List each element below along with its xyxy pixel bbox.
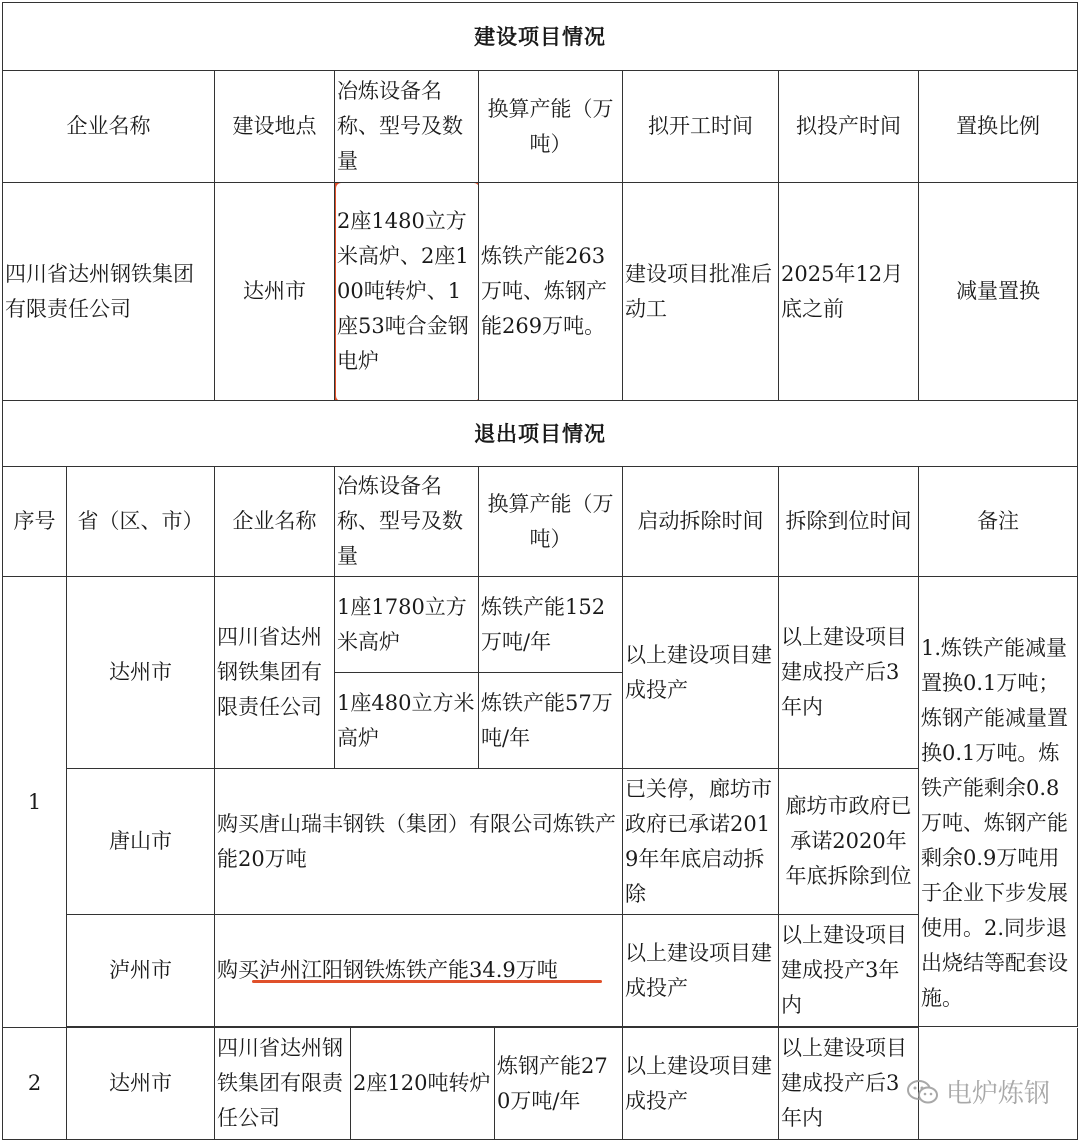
luzhou-purchase: 购买泸州江阳钢铁炼铁产能34.9万吨 <box>215 915 623 1027</box>
tangshan-demolish-start: 已关停，廊坊市政府已承诺2019年年底启动拆除 <box>623 769 779 915</box>
dazhou-demolish-start: 以上建设项目建成投产 <box>623 577 779 769</box>
luzhou-demolish-start: 以上建设项目建成投产 <box>623 915 779 1027</box>
construction-ratio: 减量置换 <box>919 183 1078 401</box>
construction-production-time: 2025年12月底之前 <box>779 183 919 401</box>
group-2-region: 达州市 <box>67 1028 215 1140</box>
dazhou-capacity-2: 炼铁产能57万吨/年 <box>479 673 623 769</box>
document <box>2 2 1077 1140</box>
construction-section-title: 建设项目情况 <box>3 3 1078 71</box>
header-remark: 备注 <box>919 467 1078 577</box>
group-2-company: 四川省达州钢铁集团有限责任公司 <box>215 1028 351 1140</box>
header-demolish-start: 启动拆除时间 <box>623 467 779 577</box>
header-ratio: 置换比例 <box>919 71 1078 183</box>
header-capacity: 换算产能（万吨） <box>479 71 623 183</box>
capacity-replacement-table <box>2 2 1078 1140</box>
construction-start-time: 建设项目批准后动工 <box>623 183 779 401</box>
group-1-remark: 1.炼铁产能减量置换0.1万吨；炼钢产能减量置换0.1万吨。炼铁产能剩余0.8万吨、炼钢产能剩余0.9万吨用于企业下步发展使用。2.同步退出烧结等配套设施。 <box>919 577 1078 1027</box>
construction-location: 达州市 <box>215 183 335 401</box>
group-2-demolish-end: 以上建设项目建成投产后3年内 <box>779 1028 919 1140</box>
tangshan-region: 唐山市 <box>67 769 215 915</box>
group-2-equipment: 2座120吨转炉 <box>351 1028 495 1140</box>
header-exit-equipment: 冶炼设备名称、型号及数量 <box>335 467 479 577</box>
header-region: 省（区、市） <box>67 467 215 577</box>
group-2-capacity: 炼钢产能270万吨/年 <box>495 1028 623 1140</box>
header-serial-no: 序号 <box>3 467 67 577</box>
tangshan-purchase: 购买唐山瑞丰钢铁（集团）有限公司炼铁产能20万吨 <box>215 769 623 915</box>
tangshan-demolish-end: 廊坊市政府已承诺2020年年底拆除到位 <box>779 769 919 915</box>
luzhou-underline <box>252 980 602 983</box>
dazhou-equipment-1: 1座1780立方米高炉 <box>335 577 479 673</box>
header-start-time: 拟开工时间 <box>623 71 779 183</box>
wechat-icon <box>906 1079 940 1105</box>
dazhou-demolish-end: 以上建设项目建成投产后3年内 <box>779 577 919 769</box>
group-2-serial: 2 <box>3 1028 67 1140</box>
header-equipment: 冶炼设备名称、型号及数量 <box>335 71 479 183</box>
dazhou-company: 四川省达州钢铁集团有限责任公司 <box>215 577 335 769</box>
construction-company: 四川省达州钢铁集团有限责任公司 <box>3 183 215 401</box>
dazhou-region: 达州市 <box>67 577 215 769</box>
header-production-time: 拟投产时间 <box>779 71 919 183</box>
group-1-serial: 1 <box>3 577 67 1028</box>
header-company-name: 企业名称 <box>3 71 215 183</box>
construction-equipment: 2座1480立方米高炉、2座100吨转炉、1座53吨合金钢电炉 <box>335 183 479 401</box>
group-2-demolish-start: 以上建设项目建成投产 <box>623 1028 779 1140</box>
header-location: 建设地点 <box>215 71 335 183</box>
luzhou-demolish-end: 以上建设项目建成投产3年内 <box>779 915 919 1027</box>
header-exit-capacity: 换算产能（万吨） <box>479 467 623 577</box>
header-demolish-end: 拆除到位时间 <box>779 467 919 577</box>
watermark-text: 电炉炼钢 <box>945 1079 1050 1109</box>
dazhou-capacity-1: 炼铁产能152万吨/年 <box>479 577 623 673</box>
luzhou-region: 泸州市 <box>67 915 215 1027</box>
dazhou-equipment-2: 1座480立方米高炉 <box>335 673 479 769</box>
exit-section-title: 退出项目情况 <box>3 401 1078 467</box>
construction-capacity: 炼铁产能263万吨、炼钢产能269万吨。 <box>479 183 623 401</box>
header-exit-company: 企业名称 <box>215 467 335 577</box>
watermark <box>906 1073 1050 1110</box>
